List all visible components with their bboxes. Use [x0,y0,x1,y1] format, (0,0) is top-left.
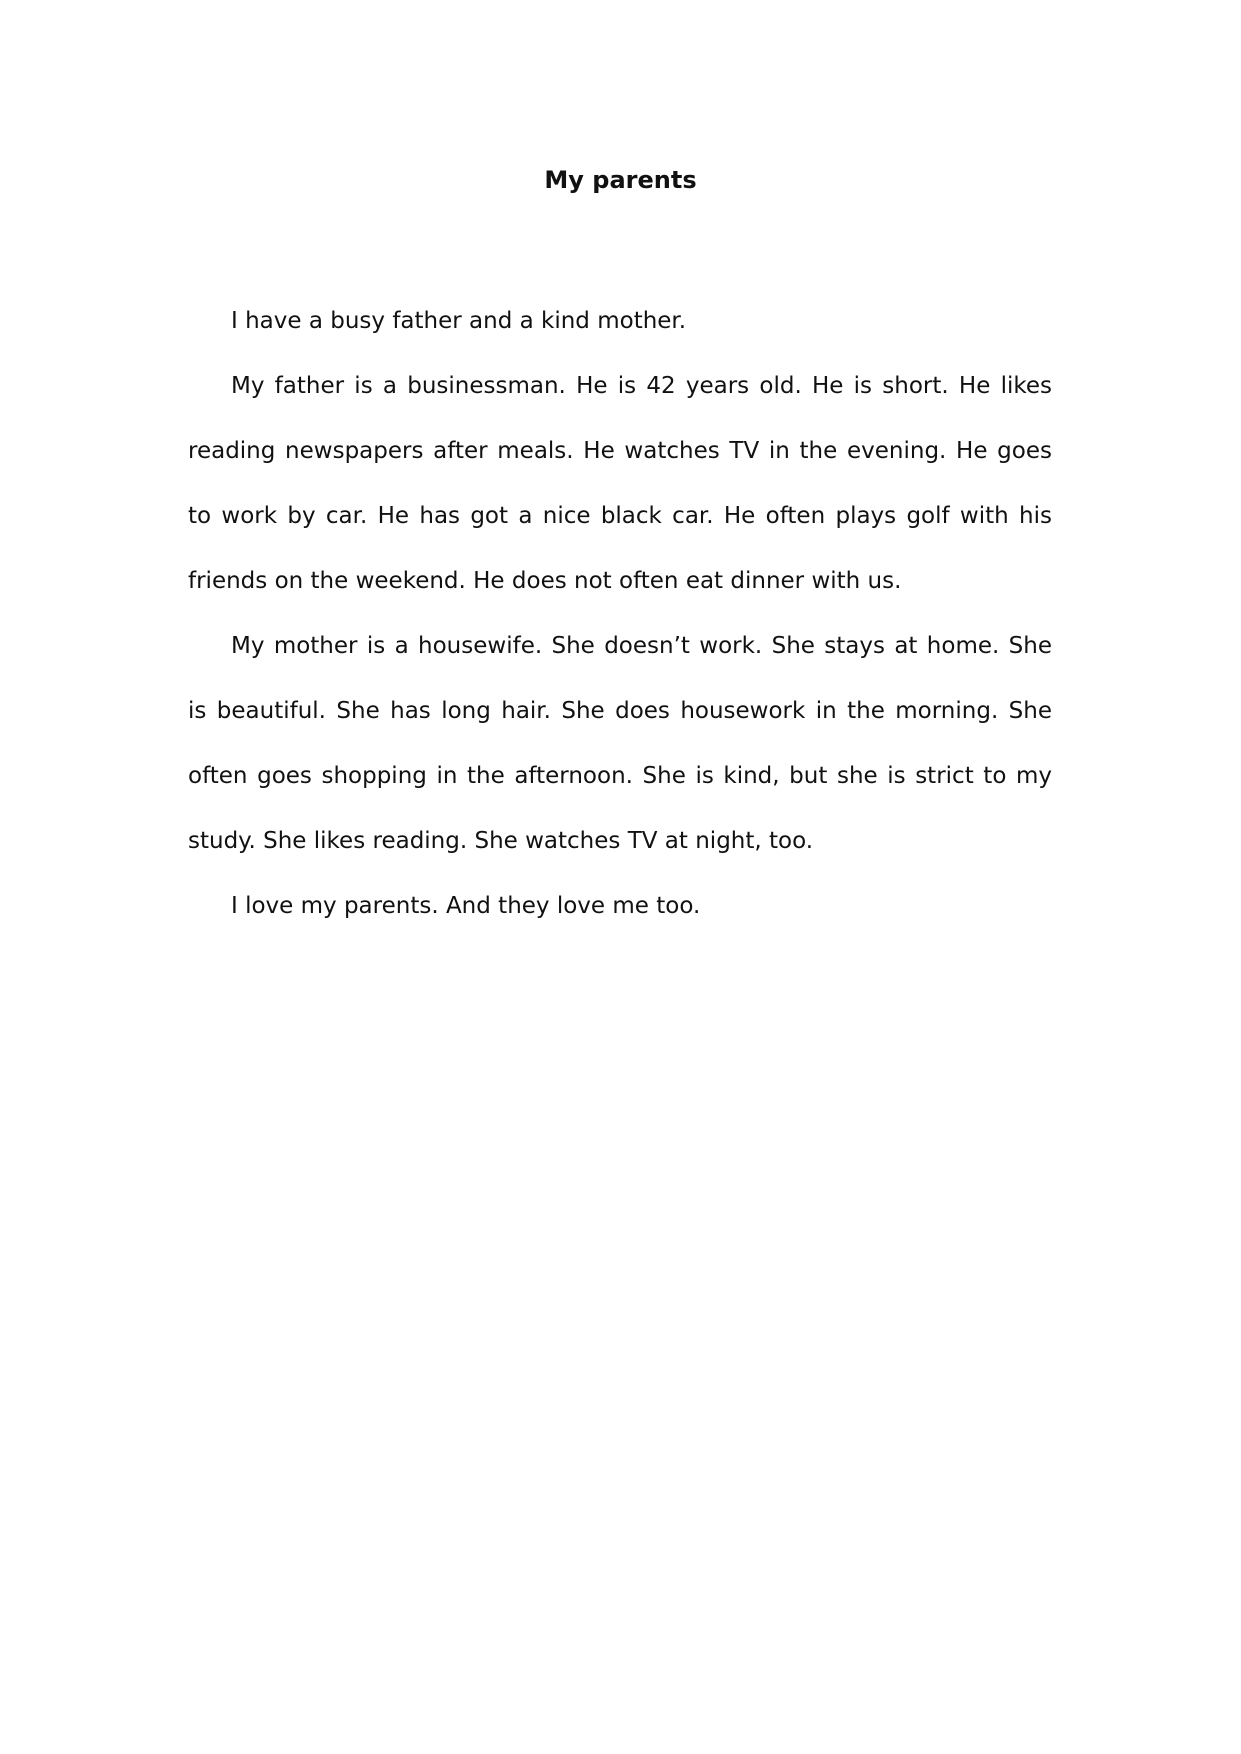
paragraph-intro: I have a busy father and a kind mother. [231,308,687,334]
document-title: My parents [544,166,697,194]
paragraph-father: My father is a businessman. He is 42 years old. He is short. He likes reading newspapers after meals. He watches TV in the evening. He goes to work by car. He has got a nice black car. He often plays golf with his friends on the weekend. He does not often eat dinner with us. [188,373,1052,594]
document-body [188,289,1052,939]
paragraph-mother: My mother is a housewife. She doesn’t work. She stays at home. She is beautiful. She has long hair. She does housework in the morning. She often goes shopping in the afternoon. She is kind, but she is strict to my study. She likes reading. She watches TV at night, too. [188,633,1052,854]
paragraph-conclusion: I love my parents. And they love me too. [231,893,701,919]
